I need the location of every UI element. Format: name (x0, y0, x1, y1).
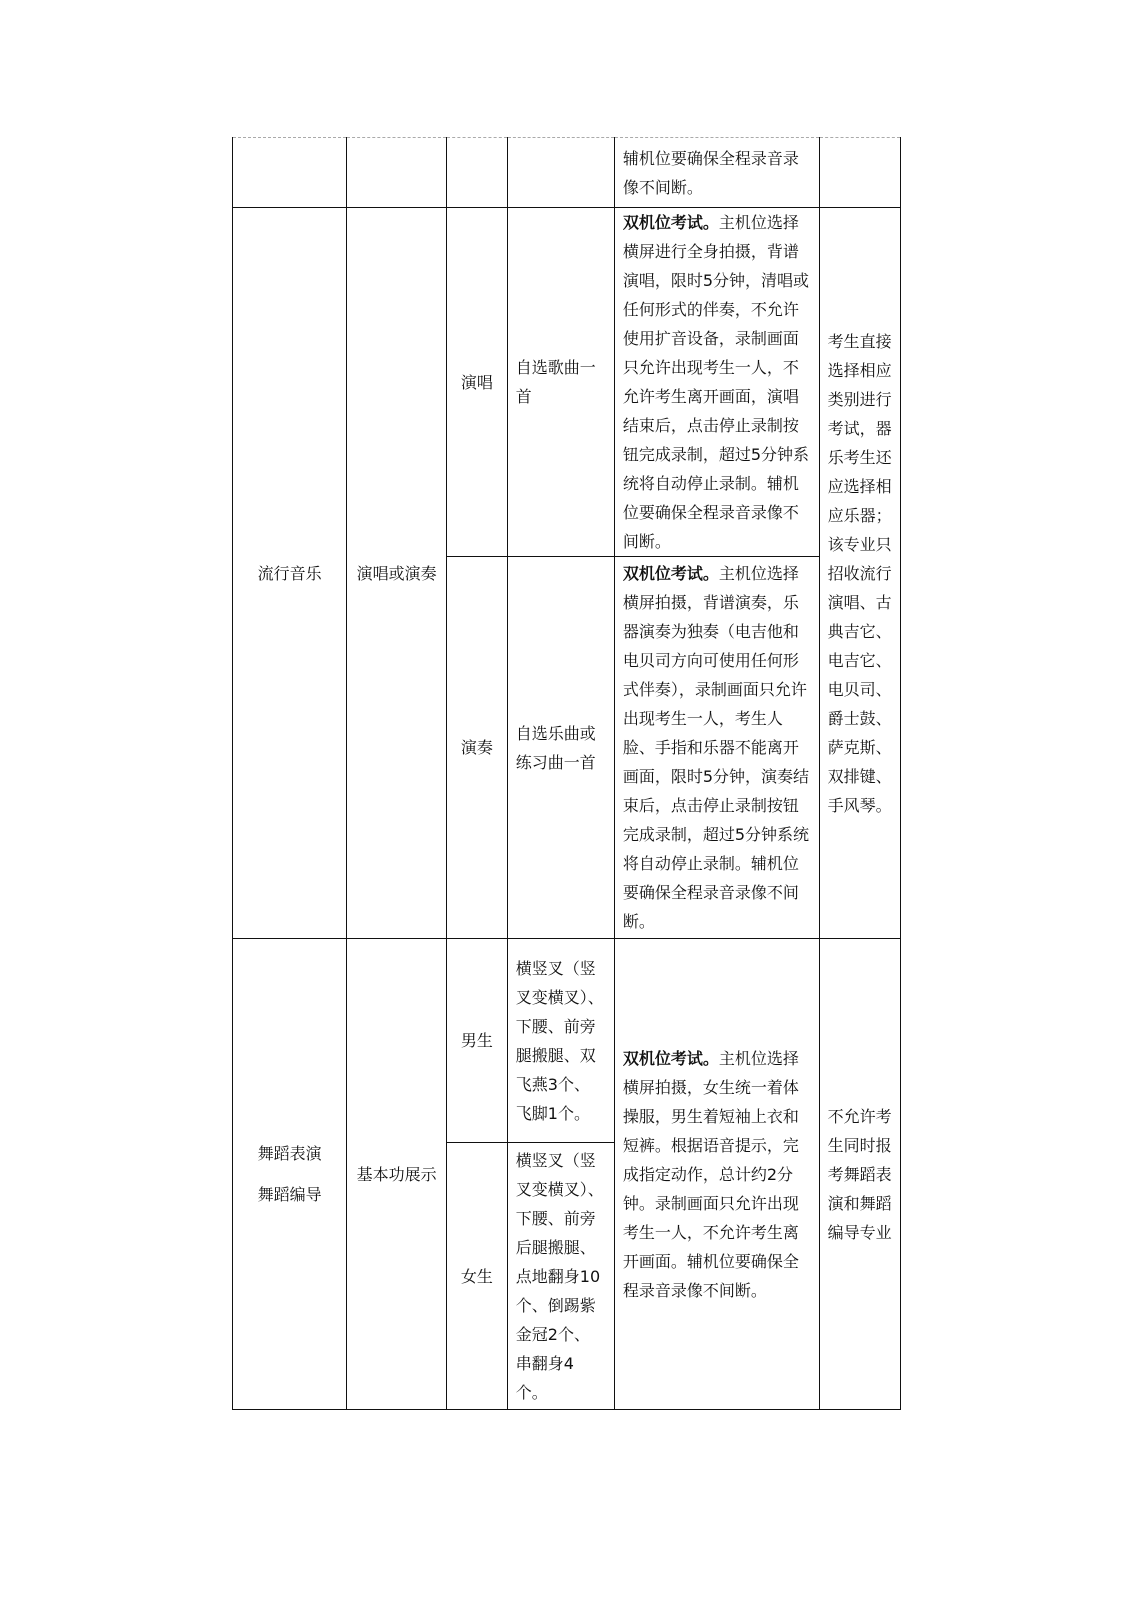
dance-male-content: 横竖叉（竖叉变横叉）、下腰、前旁腿搬腿、双飞燕3个、飞脚1个。 (507, 939, 614, 1143)
dance-male-row (233, 939, 901, 1143)
pop-singing-requirement (614, 208, 819, 557)
pop-music-note: 考生直接选择相应类别进行考试，器乐考生还应选择相应乐器；该专业只招收流行演唱、古典吉它、电吉它、电贝司、爵士鼓、萨克斯、双排键、手风琴。 (819, 208, 900, 939)
pop-music-major: 流行音乐 (233, 208, 347, 939)
continuation-cell-type (447, 138, 508, 208)
pop-singing-row (233, 208, 901, 557)
continuation-cell-note (819, 138, 900, 208)
continuation-row (233, 138, 901, 208)
requirement-emphasis: 双机位考试。 (622, 1048, 719, 1068)
dance-major-choreography: 舞蹈编导 (257, 1185, 322, 1204)
dance-female-content: 横竖叉（竖叉变横叉）、下腰、前旁后腿搬腿、点地翻身10个、倒踢紫金冠2个、串翻身4个。 (507, 1143, 614, 1410)
requirement-emphasis: 双机位考试。 (622, 213, 719, 232)
dance-requirement (614, 939, 819, 1410)
dance-note: 不允许考生同时报考舞蹈表演和舞蹈编导专业 (819, 939, 900, 1410)
pop-music-category: 演唱或演奏 (347, 208, 447, 939)
pop-singing-type: 演唱 (447, 208, 508, 557)
pop-instrumental-content: 自选乐曲或练习曲一首 (507, 557, 614, 939)
dance-male-type: 男生 (447, 939, 508, 1143)
requirement-text: 主机位选择横屏拍摄，背谱演奏，乐器演奏为独奏（电吉他和电贝司方向可使用任何形式伴奏），录制画面只允许出现考生一人，考生人脸、手指和乐器不能离开画面，限时5分钟，演奏结束后，点击停止录制按钮完成录制，超过5分钟系统将自动停止录制。辅机位要确保全程录音录像不间断。 (622, 564, 809, 931)
continuation-cell-major (233, 138, 347, 208)
requirement-text: 主机位选择横屏拍摄，女生统一着体操服，男生着短袖上衣和短裤。根据语音提示，完成指定动作，总计约2分钟。录制画面只允许出现考生一人，不允许考生离开画面。辅机位要确保全程录音录像不间断。 (622, 1048, 799, 1300)
exam-requirements-table (232, 137, 901, 1410)
continuation-cell-content (507, 138, 614, 208)
pop-singing-content: 自选歌曲一首 (507, 208, 614, 557)
requirement-emphasis: 双机位考试。 (622, 564, 719, 583)
continuation-requirement: 辅机位要确保全程录音录像不间断。 (614, 138, 819, 208)
dance-major-performance: 舞蹈表演 (257, 1144, 322, 1163)
pop-instrumental-type: 演奏 (447, 557, 508, 939)
pop-instrumental-requirement (614, 557, 819, 939)
dance-majors (233, 939, 347, 1410)
continuation-cell-category (347, 138, 447, 208)
dance-category: 基本功展示 (347, 939, 447, 1410)
requirement-text: 主机位选择横屏进行全身拍摄，背谱演唱，限时5分钟，清唱或任何形式的伴奏，不允许使用扩音设备，录制画面只允许出现考生一人，不允许考生离开画面，演唱结束后，点击停止录制按钮完成录制，超过5分钟系统将自动停止录制。辅机位要确保全程录音录像不间断。 (622, 213, 809, 551)
dance-female-type: 女生 (447, 1143, 508, 1410)
